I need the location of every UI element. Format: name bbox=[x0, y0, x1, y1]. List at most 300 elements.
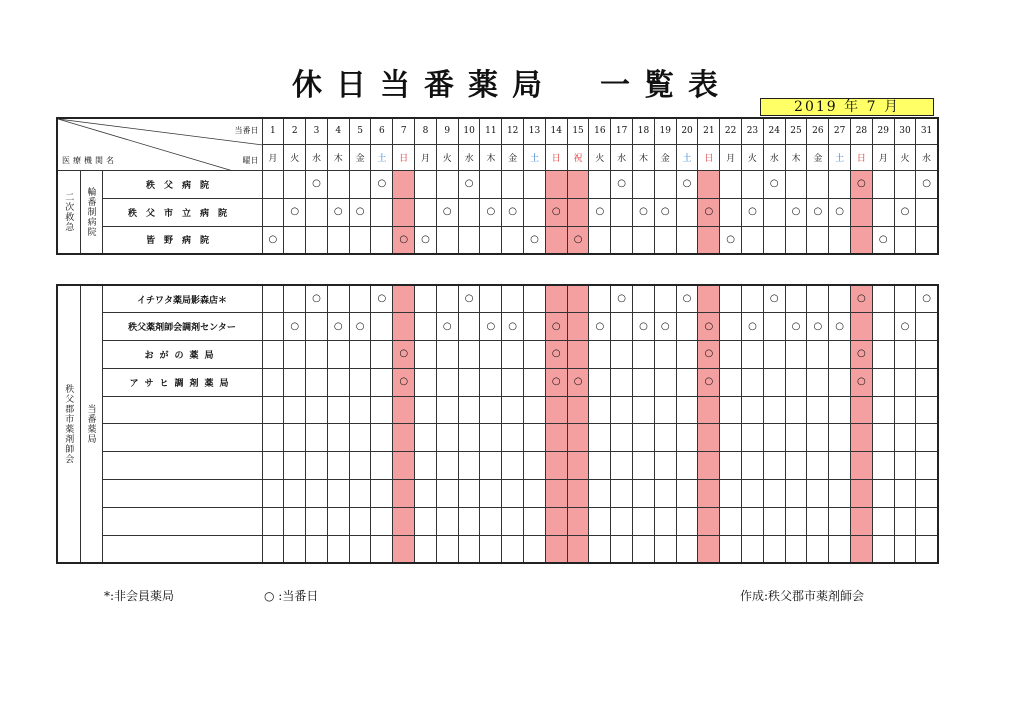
day-number: 22 bbox=[720, 118, 742, 144]
duty-mark: ○ bbox=[312, 293, 321, 305]
duty-mark: ○ bbox=[333, 206, 343, 217]
duty-cell bbox=[654, 285, 676, 313]
duty-cell bbox=[633, 535, 655, 563]
duty-cell bbox=[524, 313, 546, 341]
duty-cell bbox=[698, 480, 720, 508]
pharmacy-duty-table bbox=[56, 284, 939, 564]
duty-cell bbox=[436, 226, 458, 254]
duty-cell bbox=[393, 341, 415, 369]
table-row bbox=[57, 535, 938, 563]
duty-cell bbox=[894, 226, 916, 254]
duty-cell bbox=[327, 424, 349, 452]
duty-cell bbox=[851, 424, 873, 452]
duty-mark: ○ bbox=[791, 320, 801, 332]
duty-cell bbox=[894, 424, 916, 452]
duty-cell bbox=[763, 285, 785, 313]
duty-cell bbox=[458, 226, 480, 254]
duty-cell bbox=[502, 424, 524, 452]
duty-cell bbox=[872, 396, 894, 424]
duty-cell bbox=[262, 285, 284, 313]
duty-cell bbox=[458, 396, 480, 424]
duty-cell bbox=[807, 368, 829, 396]
duty-cell bbox=[654, 341, 676, 369]
day-number: 16 bbox=[589, 118, 611, 144]
duty-cell bbox=[327, 452, 349, 480]
duty-cell bbox=[502, 396, 524, 424]
table-row bbox=[57, 480, 938, 508]
duty-cell bbox=[742, 507, 764, 535]
duty-cell bbox=[393, 535, 415, 563]
duty-cell bbox=[872, 313, 894, 341]
duty-cell bbox=[611, 313, 633, 341]
duty-cell bbox=[262, 452, 284, 480]
duty-cell bbox=[763, 396, 785, 424]
duty-mark: ○ bbox=[486, 320, 496, 332]
duty-cell bbox=[524, 507, 546, 535]
header-diagonal-cell bbox=[57, 118, 262, 170]
duty-cell bbox=[872, 507, 894, 535]
day-number: 5 bbox=[349, 118, 371, 144]
duty-cell bbox=[284, 480, 306, 508]
duty-cell bbox=[545, 341, 567, 369]
duty-cell bbox=[436, 313, 458, 341]
duty-cell bbox=[349, 285, 371, 313]
duty-cell bbox=[458, 368, 480, 396]
duty-mark: ○ bbox=[639, 320, 648, 332]
duty-cell bbox=[872, 368, 894, 396]
duty-cell bbox=[567, 198, 589, 226]
weekday: 火 bbox=[742, 144, 764, 170]
duty-cell bbox=[436, 198, 458, 226]
weekday: 日 bbox=[851, 144, 873, 170]
duty-cell bbox=[545, 480, 567, 508]
duty-cell bbox=[284, 535, 306, 563]
duty-cell bbox=[567, 480, 589, 508]
duty-cell bbox=[916, 226, 938, 254]
day-number: 4 bbox=[327, 118, 349, 144]
duty-cell bbox=[720, 198, 742, 226]
duty-cell bbox=[262, 507, 284, 535]
duty-cell bbox=[284, 368, 306, 396]
duty-cell bbox=[894, 368, 916, 396]
duty-cell bbox=[698, 424, 720, 452]
duty-cell bbox=[393, 313, 415, 341]
duty-mark: ○ bbox=[530, 233, 539, 245]
duty-cell bbox=[327, 368, 349, 396]
duty-cell bbox=[327, 170, 349, 198]
duty-cell bbox=[327, 285, 349, 313]
duty-mark: ○ bbox=[900, 206, 910, 217]
duty-mark: ○ bbox=[486, 206, 496, 217]
duty-cell bbox=[393, 170, 415, 198]
group-label-association: 秩父郡市薬剤師会 bbox=[57, 285, 80, 563]
duty-mark: ○ bbox=[377, 293, 387, 305]
duty-mark: ○ bbox=[268, 233, 278, 245]
duty-mark: ○ bbox=[312, 178, 321, 189]
duty-cell bbox=[349, 368, 371, 396]
duty-cell bbox=[763, 170, 785, 198]
duty-cell bbox=[611, 368, 633, 396]
duty-cell bbox=[676, 341, 698, 369]
duty-cell bbox=[502, 507, 524, 535]
day-number: 18 bbox=[633, 118, 655, 144]
duty-cell bbox=[611, 507, 633, 535]
duty-cell bbox=[633, 452, 655, 480]
duty-cell bbox=[676, 368, 698, 396]
weekday: 木 bbox=[327, 144, 349, 170]
duty-cell bbox=[524, 424, 546, 452]
duty-cell bbox=[589, 480, 611, 508]
table-row bbox=[57, 396, 938, 424]
table-row bbox=[57, 198, 938, 226]
duty-cell bbox=[480, 341, 502, 369]
duty-mark: ○ bbox=[551, 320, 561, 332]
duty-cell bbox=[545, 535, 567, 563]
duty-mark: ○ bbox=[290, 206, 300, 217]
day-number: 23 bbox=[742, 118, 764, 144]
duty-cell bbox=[502, 480, 524, 508]
duty-cell bbox=[698, 368, 720, 396]
duty-cell bbox=[676, 452, 698, 480]
duty-cell bbox=[567, 368, 589, 396]
duty-cell bbox=[742, 452, 764, 480]
duty-cell bbox=[349, 452, 371, 480]
weekday: 水 bbox=[458, 144, 480, 170]
duty-cell bbox=[458, 507, 480, 535]
duty-cell bbox=[676, 424, 698, 452]
duty-cell bbox=[894, 480, 916, 508]
duty-cell bbox=[894, 507, 916, 535]
duty-cell bbox=[611, 396, 633, 424]
duty-cell bbox=[545, 313, 567, 341]
duty-cell bbox=[916, 480, 938, 508]
day-number: 10 bbox=[458, 118, 480, 144]
duty-cell bbox=[371, 452, 393, 480]
duty-cell bbox=[284, 226, 306, 254]
day-number: 11 bbox=[480, 118, 502, 144]
duty-cell bbox=[371, 226, 393, 254]
duty-cell bbox=[567, 507, 589, 535]
weekday: 水 bbox=[763, 144, 785, 170]
duty-cell bbox=[763, 341, 785, 369]
duty-cell bbox=[502, 535, 524, 563]
duty-cell bbox=[698, 507, 720, 535]
duty-cell bbox=[284, 507, 306, 535]
duty-cell bbox=[480, 226, 502, 254]
table-row bbox=[57, 368, 938, 396]
duty-mark: ○ bbox=[355, 206, 365, 217]
duty-cell bbox=[524, 226, 546, 254]
duty-cell bbox=[916, 285, 938, 313]
duty-cell bbox=[720, 396, 742, 424]
duty-cell bbox=[284, 396, 306, 424]
duty-cell bbox=[851, 480, 873, 508]
duty-mark: ○ bbox=[333, 320, 343, 332]
duty-cell bbox=[415, 507, 437, 535]
duty-cell bbox=[807, 198, 829, 226]
duty-cell bbox=[763, 368, 785, 396]
duty-cell bbox=[894, 452, 916, 480]
weekday: 水 bbox=[611, 144, 633, 170]
duty-cell bbox=[458, 285, 480, 313]
duty-cell bbox=[851, 452, 873, 480]
duty-mark: ○ bbox=[769, 178, 779, 189]
weekday: 木 bbox=[785, 144, 807, 170]
year-unit: 年 bbox=[844, 99, 861, 115]
duty-cell bbox=[676, 170, 698, 198]
day-number: 2 bbox=[284, 118, 306, 144]
duty-cell bbox=[262, 396, 284, 424]
duty-cell bbox=[851, 170, 873, 198]
duty-cell bbox=[567, 226, 589, 254]
duty-cell bbox=[502, 170, 524, 198]
table-row bbox=[57, 341, 938, 369]
duty-cell bbox=[262, 170, 284, 198]
duty-cell bbox=[611, 341, 633, 369]
duty-cell bbox=[894, 535, 916, 563]
duty-cell bbox=[611, 170, 633, 198]
duty-cell bbox=[327, 396, 349, 424]
duty-mark: ○ bbox=[508, 206, 518, 217]
duty-cell bbox=[480, 368, 502, 396]
duty-cell bbox=[611, 424, 633, 452]
duty-cell bbox=[633, 226, 655, 254]
duty-cell bbox=[676, 535, 698, 563]
duty-cell bbox=[415, 313, 437, 341]
duty-cell bbox=[698, 396, 720, 424]
duty-cell bbox=[502, 452, 524, 480]
weekday: 月 bbox=[872, 144, 894, 170]
group-label-emergency: 二次救急 bbox=[57, 170, 80, 254]
duty-mark: ○ bbox=[617, 293, 627, 305]
duty-cell bbox=[720, 368, 742, 396]
table-row bbox=[57, 285, 938, 313]
weekday: 火 bbox=[284, 144, 306, 170]
duty-cell bbox=[349, 226, 371, 254]
duty-cell bbox=[829, 341, 851, 369]
weekday: 火 bbox=[436, 144, 458, 170]
duty-cell bbox=[567, 313, 589, 341]
duty-cell bbox=[480, 424, 502, 452]
duty-mark: ○ bbox=[442, 206, 452, 217]
duty-day-label: 当番日 bbox=[234, 126, 259, 135]
duty-cell bbox=[306, 170, 328, 198]
duty-cell bbox=[633, 341, 655, 369]
table-row bbox=[57, 452, 938, 480]
duty-cell bbox=[545, 507, 567, 535]
duty-cell bbox=[807, 285, 829, 313]
duty-cell bbox=[763, 313, 785, 341]
day-number: 26 bbox=[807, 118, 829, 144]
institution-label: 医療機関名 bbox=[62, 155, 117, 165]
duty-cell bbox=[567, 341, 589, 369]
pharmacy-name: イチワタ薬局影森店＊ bbox=[102, 285, 262, 313]
duty-cell bbox=[611, 198, 633, 226]
hospital-name: 秩父病院 bbox=[102, 170, 262, 198]
duty-cell bbox=[742, 424, 764, 452]
weekday: 土 bbox=[676, 144, 698, 170]
duty-cell bbox=[742, 285, 764, 313]
duty-cell bbox=[785, 424, 807, 452]
duty-cell bbox=[676, 396, 698, 424]
duty-cell bbox=[589, 396, 611, 424]
duty-cell bbox=[698, 285, 720, 313]
duty-cell bbox=[415, 285, 437, 313]
duty-cell bbox=[720, 480, 742, 508]
duty-mark: ○ bbox=[464, 293, 474, 305]
duty-cell bbox=[371, 368, 393, 396]
day-number: 28 bbox=[851, 118, 873, 144]
duty-cell bbox=[458, 341, 480, 369]
duty-cell bbox=[545, 368, 567, 396]
duty-cell bbox=[872, 170, 894, 198]
duty-cell bbox=[393, 198, 415, 226]
duty-cell bbox=[480, 313, 502, 341]
duty-mark: ○ bbox=[857, 376, 866, 388]
duty-cell bbox=[415, 368, 437, 396]
duty-cell bbox=[327, 507, 349, 535]
duty-cell bbox=[502, 226, 524, 254]
duty-cell bbox=[720, 452, 742, 480]
duty-cell bbox=[524, 535, 546, 563]
weekday: 金 bbox=[807, 144, 829, 170]
duty-cell bbox=[393, 480, 415, 508]
day-number: 3 bbox=[306, 118, 328, 144]
duty-mark: ○ bbox=[900, 320, 910, 332]
duty-cell bbox=[807, 507, 829, 535]
duty-cell bbox=[698, 170, 720, 198]
duty-mark: ○ bbox=[421, 233, 430, 245]
day-number: 8 bbox=[415, 118, 437, 144]
duty-mark: ○ bbox=[442, 320, 452, 332]
day-number: 17 bbox=[611, 118, 633, 144]
duty-mark: ○ bbox=[748, 206, 757, 217]
duty-mark: ○ bbox=[791, 206, 801, 217]
duty-mark-note: ○ :当番日 bbox=[264, 589, 319, 603]
day-number: 21 bbox=[698, 118, 720, 144]
duty-cell bbox=[415, 480, 437, 508]
duty-mark: ○ bbox=[769, 293, 779, 305]
duty-cell bbox=[829, 452, 851, 480]
duty-mark: ○ bbox=[399, 348, 409, 360]
duty-cell bbox=[393, 285, 415, 313]
duty-cell bbox=[829, 170, 851, 198]
day-number: 15 bbox=[567, 118, 589, 144]
duty-cell bbox=[763, 535, 785, 563]
weekday: 土 bbox=[371, 144, 393, 170]
duty-cell bbox=[633, 480, 655, 508]
duty-cell bbox=[371, 198, 393, 226]
duty-mark: ○ bbox=[290, 320, 300, 332]
duty-cell bbox=[524, 368, 546, 396]
duty-cell bbox=[262, 480, 284, 508]
duty-cell bbox=[436, 452, 458, 480]
duty-cell bbox=[785, 226, 807, 254]
duty-cell bbox=[349, 480, 371, 508]
duty-cell bbox=[654, 424, 676, 452]
duty-cell bbox=[916, 424, 938, 452]
duty-cell bbox=[872, 535, 894, 563]
duty-cell bbox=[284, 424, 306, 452]
duty-cell bbox=[611, 452, 633, 480]
duty-mark: ○ bbox=[682, 178, 692, 189]
duty-cell bbox=[763, 452, 785, 480]
duty-cell bbox=[633, 424, 655, 452]
pharmacy-name: アサヒ調剤薬局 bbox=[102, 368, 262, 396]
duty-cell bbox=[545, 198, 567, 226]
duty-cell bbox=[458, 452, 480, 480]
duty-cell bbox=[436, 396, 458, 424]
duty-cell bbox=[436, 507, 458, 535]
duty-cell bbox=[545, 170, 567, 198]
duty-cell bbox=[851, 198, 873, 226]
duty-mark: ○ bbox=[573, 233, 583, 245]
duty-cell bbox=[829, 368, 851, 396]
duty-cell bbox=[349, 507, 371, 535]
duty-cell bbox=[524, 285, 546, 313]
duty-cell bbox=[720, 535, 742, 563]
weekday: 木 bbox=[480, 144, 502, 170]
duty-cell bbox=[763, 480, 785, 508]
hospital-name: 秩父市立病院 bbox=[102, 198, 262, 226]
duty-cell bbox=[807, 535, 829, 563]
duty-cell bbox=[545, 285, 567, 313]
duty-cell bbox=[306, 535, 328, 563]
duty-cell bbox=[349, 535, 371, 563]
duty-cell bbox=[262, 535, 284, 563]
duty-cell bbox=[654, 198, 676, 226]
duty-mark: ○ bbox=[355, 320, 365, 332]
day-number: 25 bbox=[785, 118, 807, 144]
duty-cell bbox=[654, 507, 676, 535]
table-row bbox=[57, 507, 938, 535]
duty-cell bbox=[742, 313, 764, 341]
duty-mark: ○ bbox=[704, 206, 714, 217]
duty-cell bbox=[676, 198, 698, 226]
duty-cell bbox=[327, 341, 349, 369]
duty-cell bbox=[785, 285, 807, 313]
weekday: 火 bbox=[589, 144, 611, 170]
duty-cell bbox=[567, 170, 589, 198]
duty-cell bbox=[785, 480, 807, 508]
duty-cell bbox=[284, 313, 306, 341]
duty-cell bbox=[371, 313, 393, 341]
duty-cell bbox=[349, 396, 371, 424]
duty-cell bbox=[502, 368, 524, 396]
duty-cell bbox=[654, 480, 676, 508]
duty-cell bbox=[916, 396, 938, 424]
weekday: 金 bbox=[349, 144, 371, 170]
duty-cell bbox=[872, 424, 894, 452]
duty-cell bbox=[262, 226, 284, 254]
duty-cell bbox=[829, 396, 851, 424]
hospital-duty-table bbox=[56, 117, 939, 255]
duty-cell bbox=[371, 341, 393, 369]
duty-cell bbox=[284, 170, 306, 198]
duty-cell bbox=[262, 341, 284, 369]
duty-cell bbox=[829, 507, 851, 535]
day-number: 1 bbox=[262, 118, 284, 144]
duty-cell bbox=[306, 226, 328, 254]
duty-cell bbox=[916, 313, 938, 341]
pharmacy-name bbox=[102, 507, 262, 535]
weekday: 月 bbox=[415, 144, 437, 170]
duty-cell bbox=[851, 368, 873, 396]
pharmacy-name: おがの薬局 bbox=[102, 341, 262, 369]
duty-cell bbox=[633, 170, 655, 198]
duty-cell bbox=[480, 285, 502, 313]
duty-cell bbox=[589, 313, 611, 341]
